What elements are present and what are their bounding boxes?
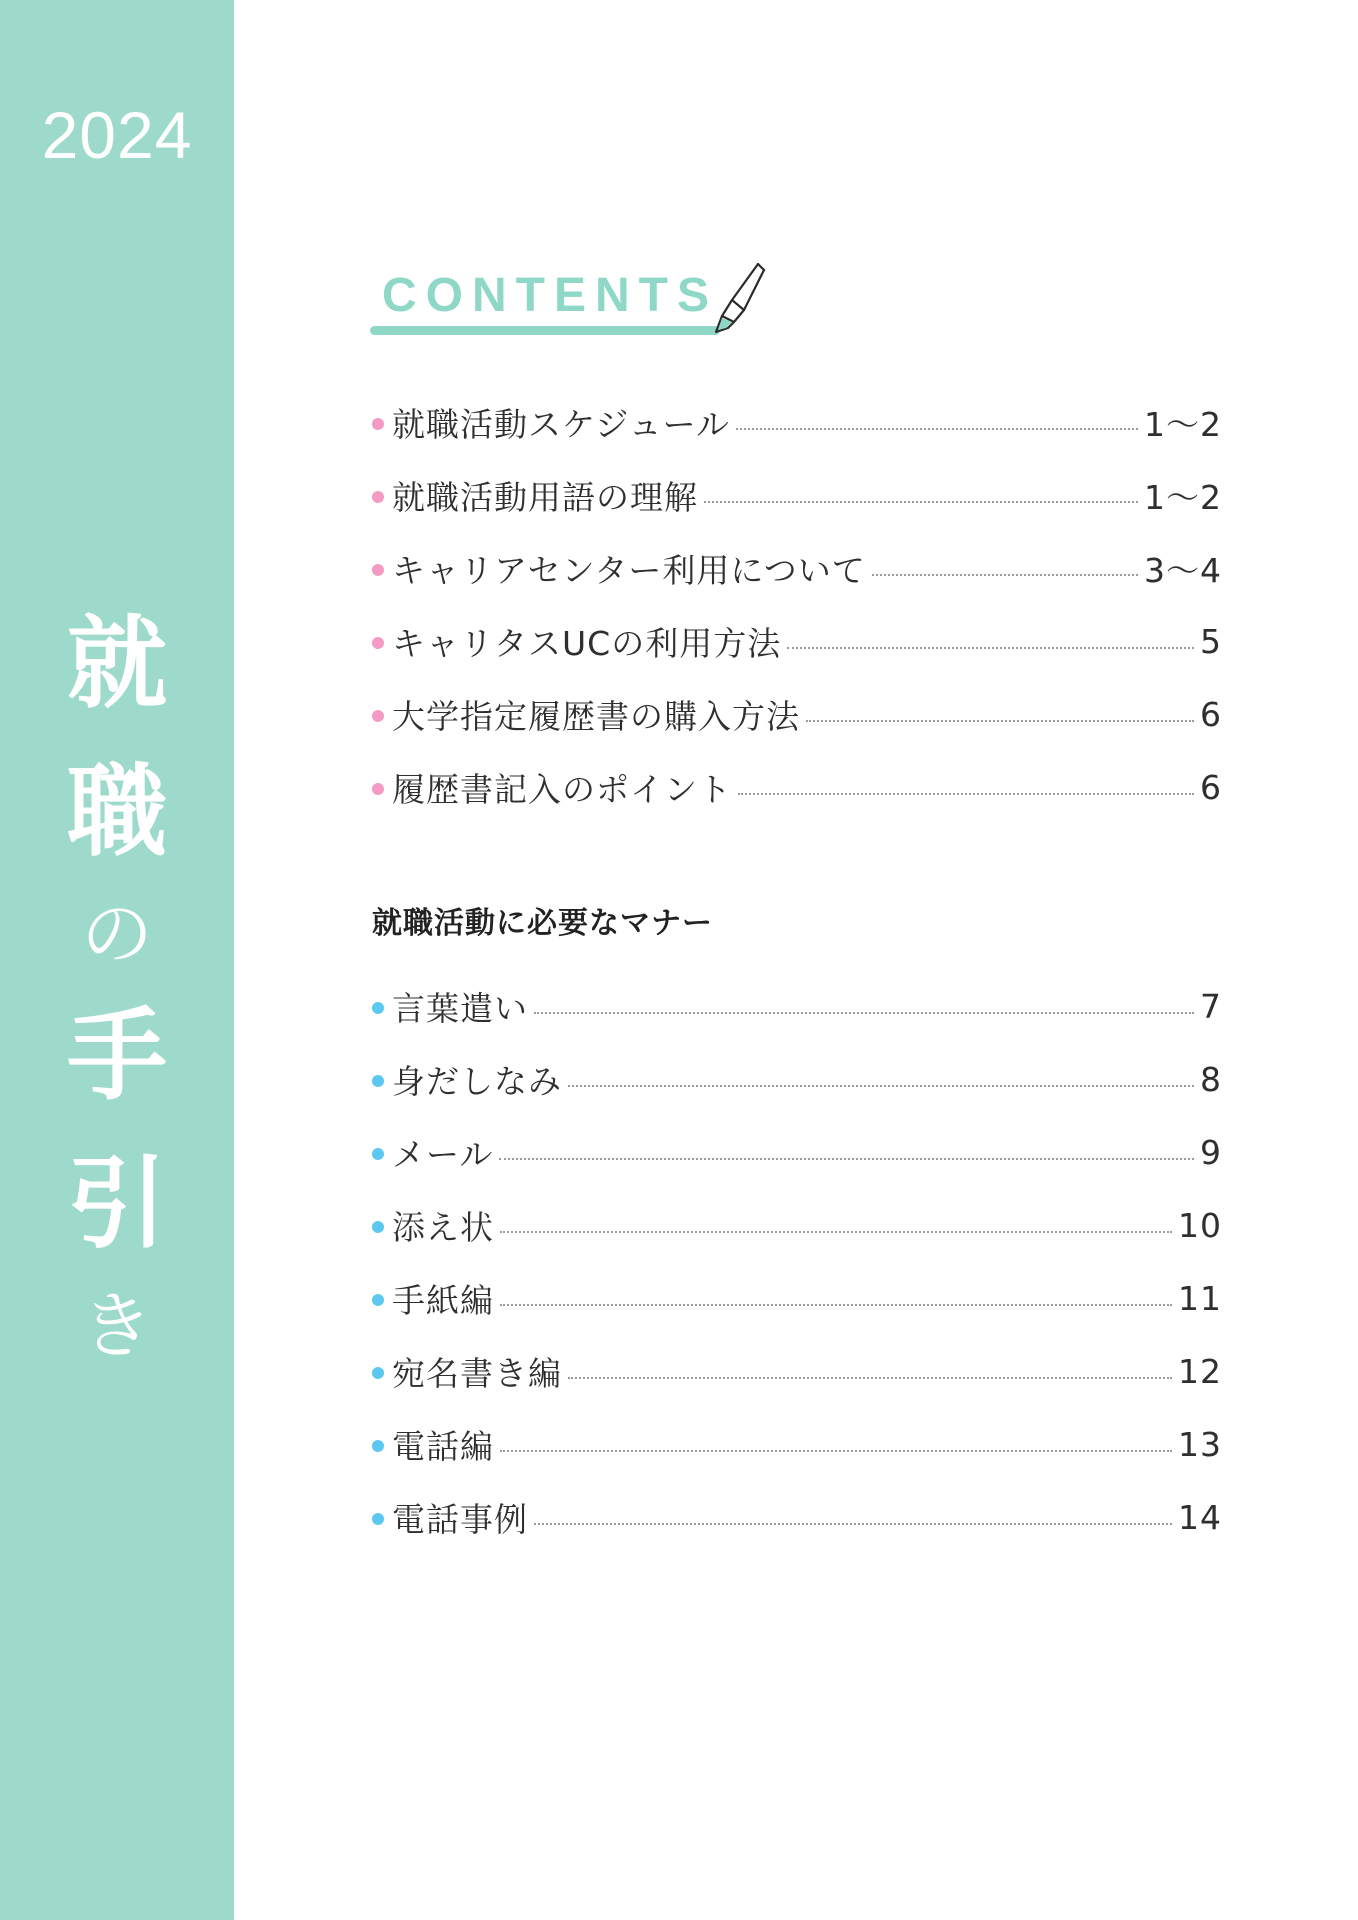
title-char: 手	[67, 997, 167, 1114]
bullet-icon	[372, 1294, 384, 1306]
toc-item-label: メール	[392, 1135, 494, 1174]
toc-item[interactable]	[372, 459, 1222, 532]
highlighter-pen-icon	[708, 260, 772, 338]
toc-item-label: 手紙編	[392, 1281, 494, 1320]
title-char: き	[80, 1284, 153, 1368]
contents-heading	[370, 262, 790, 340]
dotted-leader	[738, 793, 1194, 795]
bullet-icon	[372, 1148, 384, 1160]
toc-item[interactable]	[372, 751, 1222, 824]
toc-item-page-number: 1～2	[1144, 405, 1222, 444]
toc-item-label: 大学指定履歴書の購入方法	[392, 697, 800, 736]
toc-item-page-number: 11	[1178, 1279, 1222, 1318]
vertical-title	[0, 590, 234, 1374]
bullet-icon	[372, 783, 384, 795]
dotted-leader	[500, 1231, 1172, 1233]
dotted-leader	[500, 1450, 1172, 1452]
bullet-icon	[372, 418, 384, 430]
bullet-icon	[372, 1221, 384, 1233]
toc-item[interactable]	[372, 1408, 1222, 1481]
toc-item[interactable]	[372, 1189, 1222, 1262]
bullet-icon	[372, 1002, 384, 1014]
toc-primary-list	[372, 386, 1222, 824]
toc-item-label: キャリタスUCの利用方法	[392, 624, 782, 663]
toc-item-page-number: 1～2	[1144, 478, 1222, 517]
toc-item[interactable]	[372, 1262, 1222, 1335]
toc-item-label: 電話編	[392, 1427, 494, 1466]
dotted-leader	[534, 1012, 1194, 1014]
bullet-icon	[372, 1513, 384, 1525]
toc-item-label: 言葉遣い	[392, 989, 528, 1028]
dotted-leader	[568, 1377, 1172, 1379]
toc-item-page-number: 14	[1178, 1498, 1222, 1537]
bullet-icon	[372, 1440, 384, 1452]
year-label: 2024	[41, 98, 193, 172]
dotted-leader	[787, 647, 1194, 649]
title-char: 引	[67, 1145, 167, 1262]
manners-section-heading: 就職活動に必要なマナー	[372, 906, 713, 941]
toc-item-label: キャリアセンター利用について	[392, 551, 866, 590]
toc-item-page-number: 7	[1200, 987, 1222, 1026]
toc-item-page-number: 3～4	[1144, 551, 1222, 590]
title-char: 職	[67, 753, 167, 870]
bullet-icon	[372, 710, 384, 722]
bullet-icon	[372, 1367, 384, 1379]
dotted-leader	[872, 574, 1138, 576]
toc-item-label: 就職活動スケジュール	[392, 405, 731, 444]
toc-item-label: 就職活動用語の理解	[392, 478, 698, 517]
title-char: 就	[67, 605, 167, 722]
toc-item-page-number: 6	[1200, 768, 1222, 807]
contents-title: CONTENTS	[382, 269, 718, 322]
dotted-leader	[704, 501, 1138, 503]
toc-item[interactable]	[372, 970, 1222, 1043]
toc-item[interactable]	[372, 1335, 1222, 1408]
title-char: の	[80, 892, 153, 976]
toc-item-label: 履歴書記入のポイント	[392, 770, 732, 809]
toc-item-page-number: 8	[1200, 1060, 1222, 1099]
dotted-leader	[500, 1304, 1172, 1306]
toc-item[interactable]	[372, 1116, 1222, 1189]
dotted-leader	[568, 1085, 1194, 1087]
toc-item[interactable]	[372, 1481, 1222, 1554]
toc-item[interactable]	[372, 1043, 1222, 1116]
toc-item[interactable]	[372, 605, 1222, 678]
dotted-leader	[736, 428, 1138, 430]
toc-item[interactable]	[372, 386, 1222, 459]
toc-item-page-number: 6	[1200, 695, 1222, 734]
toc-item-label: 添え状	[392, 1208, 494, 1247]
dotted-leader	[534, 1523, 1172, 1525]
bullet-icon	[372, 491, 384, 503]
bullet-icon	[372, 564, 384, 576]
bullet-icon	[372, 637, 384, 649]
toc-item-label: 宛名書き編	[392, 1354, 562, 1393]
toc-item-page-number: 12	[1178, 1352, 1222, 1391]
dotted-leader	[499, 1158, 1194, 1160]
toc-item-label: 身だしなみ	[392, 1062, 562, 1101]
dotted-leader	[806, 720, 1194, 722]
toc-item[interactable]	[372, 532, 1222, 605]
toc-item-page-number: 10	[1178, 1206, 1222, 1245]
toc-manners-list	[372, 970, 1222, 1554]
toc-item-label: 電話事例	[392, 1500, 528, 1539]
bullet-icon	[372, 1075, 384, 1087]
toc-item-page-number: 5	[1200, 622, 1222, 661]
toc-item[interactable]	[372, 678, 1222, 751]
contents-underline	[370, 326, 720, 335]
sidebar	[0, 0, 234, 1920]
toc-item-page-number: 13	[1178, 1425, 1222, 1464]
toc-item-page-number: 9	[1200, 1133, 1222, 1172]
